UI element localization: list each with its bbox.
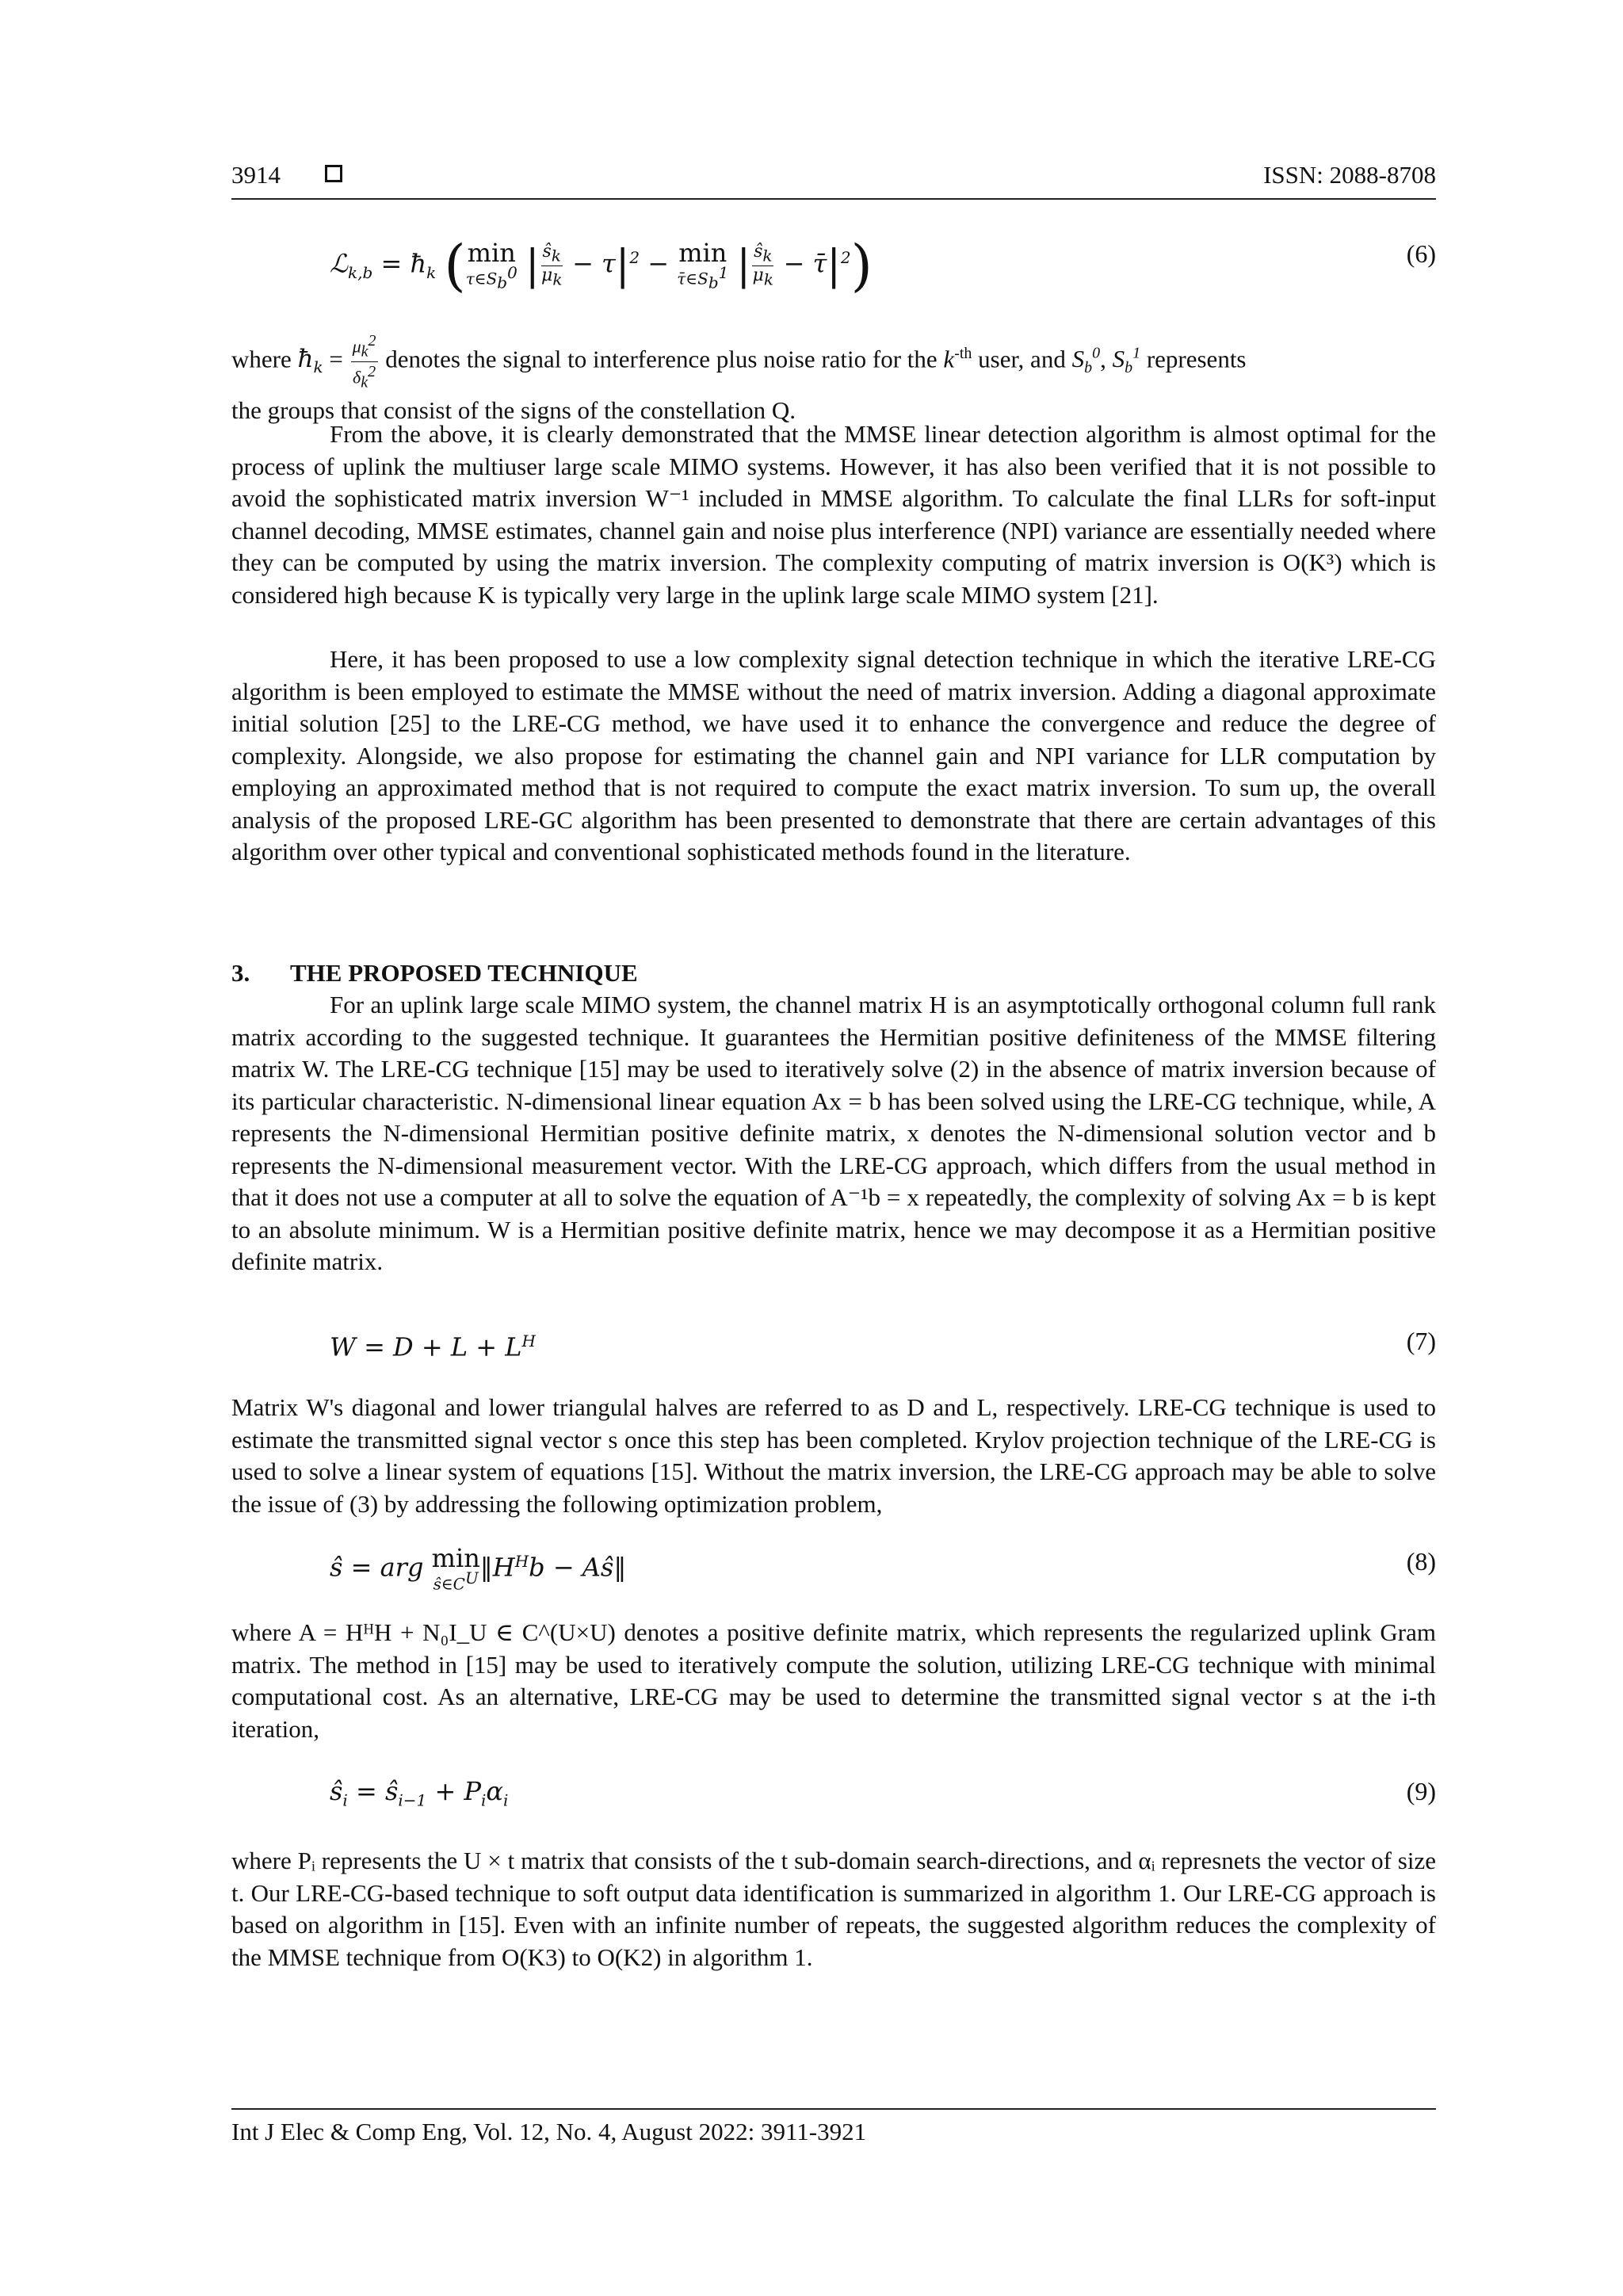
section-3-heading — [231, 957, 638, 989]
square-bullet-icon — [325, 165, 342, 182]
running-header — [231, 155, 1436, 195]
paragraph-final: where Pᵢ represents the U × t matrix that consists of the t sub-domain search-directions, and αᵢ represnets the vector of size t. Our LRE-CG-based technique to soft output data identification is summarized in algorithm 1. Our LRE-CG approach is based on algorithm in [15]. Even with an infinite number of repeats, the suggested algorithm reduces the complexity of the MMSE technique from O(K3) to O(K2) in algorithm 1. — [231, 1847, 1436, 1971]
equation-number: ( 7 ) — [1407, 1324, 1436, 1358]
footer-rule — [231, 2108, 1436, 2110]
equation-8: ŝ = arg min $ŝ\in C^U$ $‖H^Hb$ − Aŝ‖ ( 8 ) — [231, 1544, 1436, 1599]
equation-number: ( 8 ) — [1407, 1544, 1436, 1579]
equation-number: ( 6 ) — [1407, 239, 1436, 269]
header-rule — [231, 198, 1436, 200]
section-number: 3. — [231, 959, 250, 987]
paragraph-matrix: Matrix W's diagonal and lower triangulal halves are referred to as D and L, respectively. LRE-CG technique is used to estimate the transmitted signal vector s once this step has been completed. Krylov projection technique of the LRE-CG is used to solve a linear system of equations [15]. Without the matrix inversion, the LRE-CG approach may be able to solve the issue of (3) by addressing the following optimization problem, — [231, 1393, 1436, 1518]
paragraph-proposed: Here, it has been proposed to use a low complexity signal detection technique in which the iterative LRE-CG algorithm is been employed to estimate the MMSE without the need of matrix inversion. Adding a diagonal approximate initial solution [25] to the LRE-CG method, we have used it to enhance the convergence and reduce the degree of complexity. Alongside, we also propose for estimating the channel gain and NPI variance for LLR computation by employing an approximated method that is not required to compute the exact matrix inversion. To sum up, the overall analysis of the proposed LRE-GC algorithm has been presented to demonstrate that there are certain advantages of this algorithm over other typical and conventional sophisticated methods found in the literature. — [231, 645, 1436, 865]
equation-number: ( 9 ) — [1407, 1774, 1436, 1809]
where-hk-tail: the groups that consist of the signs of the constellation Q. — [231, 396, 796, 425]
page-number: 3914 — [231, 161, 281, 189]
footer-citation: Int J Elec & Comp Eng, Vol. 12, No. 4, August 2022: 3911-3921 — [231, 2118, 867, 2145]
paragraph-mmse: From the above, it is clearly demonstrated that the MMSE linear detection algorithm is almost optimal for the process of uplink the multiuser large scale MIMO systems. However, it has also been verified that it is not possible to avoid the sophisticated matrix inversion W⁻¹ included in MMSE algorithm. To calculate the final LLRs for soft-input channel decoding, MMSE estimates, channel gain and noise plus interference (NPI) variance are essentially needed where they can be computed by using the matrix inversion. The complexity computing of matrix inversion is O(K³) which is considered high because K is typically very large in the uplink large scale MIMO system [21]. — [231, 420, 1436, 609]
equation-7-body: W = D + L + L — [330, 1331, 522, 1362]
equation-9: $ŝ_i$ = $ŝ_{i-1} + P_i\alpha_i$ ( 9 ) — [231, 1774, 1436, 1809]
equation-6: ℒ$_{k,b}$ = $ħ_k$ (min $\tau\in S_b^0$ | $\frac{ŝ_k}{\mu_k}$ − $\tau|^2 - \min$ $\taū\in S_b^1$ | $\frac{ŝ_k}{\mu_k}$ − $\taū|^2$) ( 6 ) — [231, 214, 1436, 301]
section-title: THE PROPOSED TECHNIQUE — [290, 959, 638, 987]
where-hk-paragraph: where $ħ_k$ = $\frac{\mu_k^2}{\delta_k^2}$ denotes the signal to interference plus noise ratio for the $k^{-th}$ user, and $S_b^0$, $S_b^1$ represents the groups that consist of the signs of the constellation Q. — [231, 331, 1436, 427]
paragraph-section-3: For an uplink large scale MIMO system, the channel matrix H is an asymptotically orthogonal column full rank matrix according to the suggested technique. It guarantees the Hermitian positive definiteness of the MMSE filtering matrix W. The LRE-CG technique [15] may be used to iteratively solve (2) in the absence of matrix inversion because of its particular characteristic. N-dimensional linear equation Ax = b has been solved using the LRE-CG technique, while, A represents the N-dimensional Hermitian positive definite matrix, x denotes the N-dimensional solution vector and b represents the N-dimensional measurement vector. With the LRE-CG approach, which differs from the usual method in that it does not use a computer at all to solve the equation of A⁻¹b = x repeatedly, the complexity of solving Ax = b is kept to an absolute minimum. W is a Hermitian positive definite matrix, hence we may decompose it as a Hermitian positive definite matrix. — [231, 991, 1436, 1275]
equation-7: $W = D + L + L^H$ ( 7 ) — [231, 1324, 1436, 1358]
paragraph-gram: where A = HᴴH + N₀I_U ∈ C^(U×U) denotes a positive definite matrix, which represents the regularized uplink Gram matrix. The method in [15] may be used to iteratively compute the solution, utilizing LRE-CG technique with minimal computational cost. As an alternative, LRE-CG may be used to determine the transmitted signal vector s at the i-th iteration, — [231, 1618, 1436, 1743]
issn: ISSN: 2088-8708 — [1263, 161, 1436, 189]
